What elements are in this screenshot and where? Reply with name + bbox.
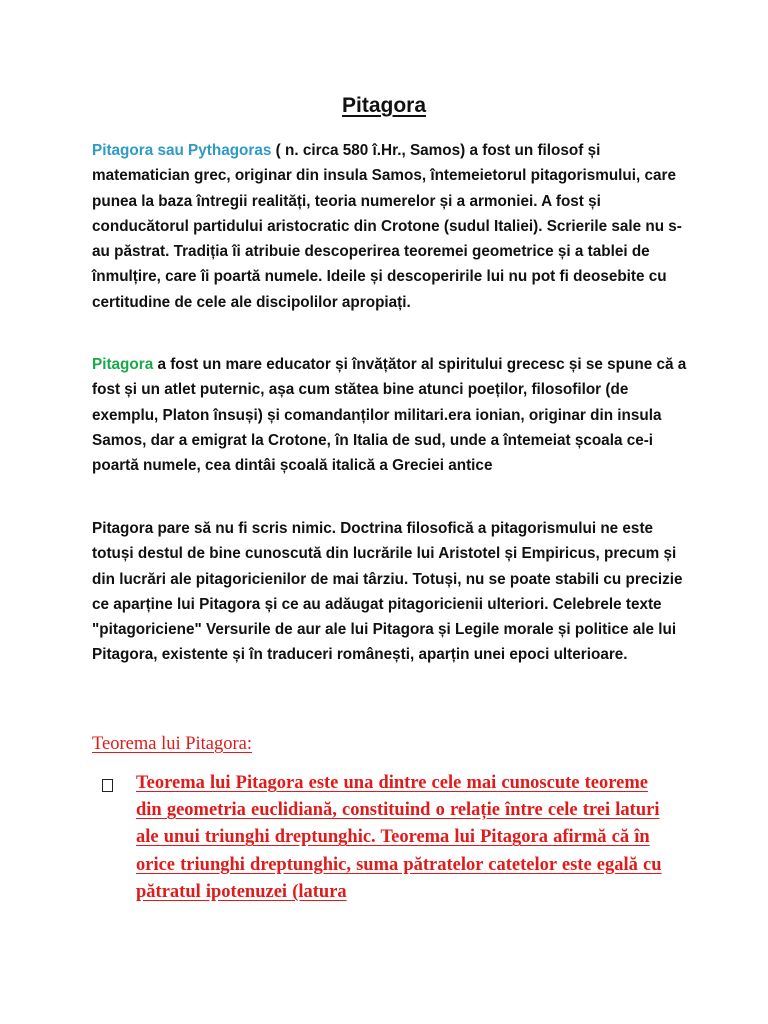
page-title: Pitagora — [341, 94, 427, 117]
list-item — [92, 770, 672, 906]
section-heading-theorem: Teorema lui Pitagora: — [92, 734, 253, 754]
highlight-pitagora: Pitagora — [92, 356, 154, 373]
paragraph-educator — [92, 352, 692, 478]
bullet-list — [92, 770, 672, 906]
paragraph-intro-text: ( n. circa 580 î.Hr., Samos) a fost un filosof și matematician grec, originar din insula Samos, întemeietorul pitagorismului, care punea la baza întregii realități, teoria numerelor și a armoniei. A fost și conducătorul partidului aristocratic din Crotone (sudul Italiei). Scrierile sale nu s-au păstrat. Tradiția îi atribuie descoperirea teoremei geometrice și a tablei de înmulțire, care îi poartă numele. Ideile și descoperirile lui nu pot fi deosebite cu certitudine de cele ale discipolilor apropiați. — [92, 142, 682, 311]
paragraph-educator-text: a fost un mare educator și învățător al spiritului grecesc și se spune că a fost și un atlet puternic, așa cum stătea bine atunci poeților, filosofilor (de exemplu, Platon însuși) și comandanților militari.era ionian, originar din insula Samos, dar a emigrat la Crotone, în Italia de sud, unde a întemeiat școala ce-i poartă numele, cea dintâi școală italică a Greciei antice — [92, 356, 687, 475]
square-bullet-icon — [102, 779, 113, 792]
paragraph-intro — [92, 138, 692, 315]
bullet-text: Teorema lui Pitagora este una dintre cele mai cunoscute teoreme din geometria euclidiană, constituind o relație între cele trei laturi ale unui triunghi dreptunghic. Teorema lui Pitagora afirmă că în orice triunghi dreptunghic, suma pătratelor catetelor este egală cu pătratul ipotenuzei (latura — [136, 773, 662, 902]
highlight-link-pythagoras[interactable]: Pitagora sau Pythagoras — [92, 142, 272, 159]
paragraph-doctrine: Pitagora pare să nu fi scris nimic. Doctrina filosofică a pitagorismului ne este totuși destul de bine cunoscută din lucrările lui Aristotel și Empiricus, precum și din lucrări ale pitagoricienilor de mai târziu. Totuși, nu se poate stabili cu precizie ce aparține lui Pitagora și ce au adăugat pitagoricienii ulteriori. Celebrele texte "pitagoriciene" Versurile de aur ale lui Pitagora și Legile morale și politice ale lui Pitagora, existente și în traduceri românești, aparțin unei epoci ulterioare. — [92, 520, 683, 664]
